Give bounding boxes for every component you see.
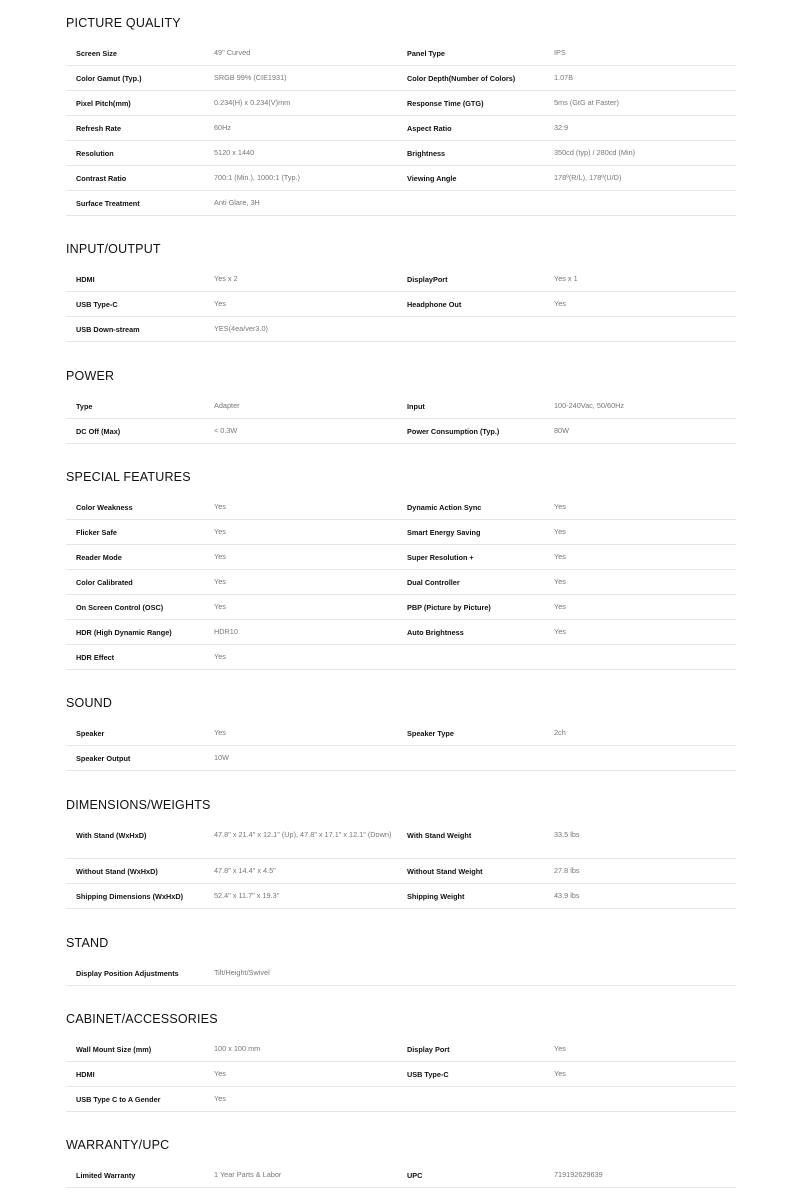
spec-row xyxy=(66,859,736,884)
spec-label: Speaker Type xyxy=(407,729,454,738)
spec-row xyxy=(66,191,736,216)
spec-row xyxy=(66,823,736,859)
spec-rows xyxy=(66,823,736,909)
spec-rows xyxy=(66,267,736,342)
spec-row xyxy=(66,419,736,444)
spec-label: Color Weakness xyxy=(76,503,133,512)
spec-value: Yes xyxy=(214,1069,226,1078)
spec-row xyxy=(66,645,736,670)
section-title: INPUT/OUTPUT xyxy=(66,242,161,256)
section-title: SPECIAL FEATURES xyxy=(66,470,191,484)
section-title: STAND xyxy=(66,936,109,950)
spec-section-input-output xyxy=(66,241,736,342)
spec-section-cabinet-accessories xyxy=(66,1011,736,1112)
spec-section-dimensions-weights xyxy=(66,797,736,909)
spec-row xyxy=(66,746,736,771)
spec-rows xyxy=(66,394,736,444)
spec-label: Without Stand (WxHxD) xyxy=(76,867,158,876)
spec-value: HDR10 xyxy=(214,627,238,636)
spec-section-sound xyxy=(66,695,736,771)
spec-label: Refresh Rate xyxy=(76,124,122,133)
spec-label: On Screen Control (OSC) xyxy=(76,603,164,612)
spec-section-warranty-upc xyxy=(66,1137,736,1188)
spec-row xyxy=(66,394,736,419)
spec-label: DisplayPort xyxy=(407,275,448,284)
spec-row xyxy=(66,620,736,645)
spec-row xyxy=(66,1062,736,1087)
spec-label: HDMI xyxy=(76,275,95,284)
spec-value: Tilt/Height/Swivel xyxy=(214,968,270,977)
spec-label: HDR Effect xyxy=(76,653,115,662)
spec-value: 0.234(H) x 0.234(V)mm xyxy=(214,98,291,107)
spec-label: Wall Mount Size (mm) xyxy=(76,1045,152,1054)
spec-row xyxy=(66,884,736,909)
spec-label xyxy=(407,1087,554,1111)
spec-value: Yes x 1 xyxy=(554,274,578,283)
spec-row xyxy=(66,267,736,292)
spec-label: USB Type-C xyxy=(76,300,118,309)
spec-label: Surface Treatment xyxy=(76,199,140,208)
section-title: POWER xyxy=(66,369,115,383)
spec-value: Yes xyxy=(554,527,566,536)
spec-value: 1.07B xyxy=(554,73,574,82)
spec-label: Dual Controller xyxy=(407,578,460,587)
spec-row xyxy=(66,66,736,91)
spec-label: Dynamic Action Sync xyxy=(407,503,482,512)
section-title: PICTURE QUALITY xyxy=(66,16,181,30)
spec-section-special-features xyxy=(66,469,736,670)
spec-value: 47.8" x 14.4" x 4.5" xyxy=(214,866,276,875)
spec-label: Color Calibrated xyxy=(76,578,133,587)
spec-label: Resolution xyxy=(76,149,114,158)
spec-value: Yes xyxy=(214,728,226,737)
spec-value: Yes xyxy=(554,1044,566,1053)
spec-value xyxy=(554,317,726,341)
spec-label: Input xyxy=(407,402,425,411)
spec-value xyxy=(554,746,726,770)
spec-value: IPS xyxy=(554,48,566,57)
spec-value: Yes xyxy=(554,627,566,636)
spec-value xyxy=(554,645,726,669)
spec-value: Yes xyxy=(554,577,566,586)
spec-label xyxy=(407,961,554,985)
spec-value: Adapter xyxy=(214,401,240,410)
section-title: CABINET/ACCESSORIES xyxy=(66,1012,218,1026)
spec-value: Yes xyxy=(554,299,566,308)
section-title: DIMENSIONS/WEIGHTS xyxy=(66,798,211,812)
spec-label: Brightness xyxy=(407,149,446,158)
spec-label: Speaker xyxy=(76,729,105,738)
spec-label: With Stand (WxHxD) xyxy=(76,831,147,840)
spec-value: 60Hz xyxy=(214,123,232,132)
spec-row xyxy=(66,116,736,141)
spec-label: Shipping Weight xyxy=(407,892,465,901)
spec-section-power xyxy=(66,368,736,444)
spec-label: Headphone Out xyxy=(407,300,462,309)
spec-section-picture-quality xyxy=(66,15,736,216)
spec-row xyxy=(66,1037,736,1062)
spec-value: 100 x 100 mm xyxy=(214,1044,261,1053)
spec-value: 700:1 (Min.), 1000:1 (Typ.) xyxy=(214,173,300,182)
spec-label: Viewing Angle xyxy=(407,174,457,183)
spec-label: Auto Brightness xyxy=(407,628,464,637)
spec-value: Yes xyxy=(214,577,226,586)
spec-label: Display Position Adjustments xyxy=(76,969,179,978)
spec-row xyxy=(66,961,736,986)
spec-row xyxy=(66,495,736,520)
spec-value: 1 Year Parts & Labor xyxy=(214,1170,282,1179)
spec-label: Limited Warranty xyxy=(76,1171,136,1180)
spec-row xyxy=(66,1163,736,1188)
spec-label: Response Time (GTG) xyxy=(407,99,484,108)
spec-label: Reader Mode xyxy=(76,553,122,562)
spec-value: 178º(R/L), 178º(U/D) xyxy=(554,173,622,182)
spec-value: 5ms (GtG at Faster) xyxy=(554,98,619,107)
spec-label: Panel Type xyxy=(407,49,445,58)
spec-value: 100-240Vac, 50/60Hz xyxy=(554,401,625,410)
spec-row xyxy=(66,520,736,545)
spec-label: Display Port xyxy=(407,1045,450,1054)
spec-value: 27.8 lbs xyxy=(554,866,580,875)
spec-label: Power Consumption (Typ.) xyxy=(407,427,500,436)
spec-label: With Stand Weight xyxy=(407,831,472,840)
spec-value: Yes xyxy=(554,502,566,511)
spec-value: Yes xyxy=(554,1069,566,1078)
spec-value: 43.9 lbs xyxy=(554,891,580,900)
spec-label: Shipping Dimensions (WxHxD) xyxy=(76,892,184,901)
spec-label: Without Stand Weight xyxy=(407,867,483,876)
spec-label: HDR (High Dynamic Range) xyxy=(76,628,172,637)
spec-label: Color Depth(Number of Colors) xyxy=(407,74,516,83)
spec-value: Yes x 2 xyxy=(214,274,238,283)
spec-value: 52.4" x 11.7" x 19.3" xyxy=(214,891,280,900)
section-title: WARRANTY/UPC xyxy=(66,1138,170,1152)
spec-row xyxy=(66,570,736,595)
spec-value: 33.5 lbs xyxy=(554,830,580,839)
spec-value: Yes xyxy=(554,602,566,611)
spec-value xyxy=(554,191,726,215)
spec-label: Screen Size xyxy=(76,49,117,58)
spec-rows xyxy=(66,1037,736,1112)
spec-label: Aspect Ratio xyxy=(407,124,452,133)
spec-value: Yes xyxy=(214,652,226,661)
spec-value: 47.8" x 21.4" x 12.1" (Up), 47.8" x 17.1" x 12.1" (Down) xyxy=(214,830,392,839)
spec-row xyxy=(66,166,736,191)
spec-label: USB Down-stream xyxy=(76,325,140,334)
section-title: SOUND xyxy=(66,696,113,710)
spec-value: Yes xyxy=(214,1094,226,1103)
spec-label: HDMI xyxy=(76,1070,95,1079)
spec-label: DC Off (Max) xyxy=(76,427,121,436)
spec-row xyxy=(66,1087,736,1112)
spec-value: 2ch xyxy=(554,728,566,737)
spec-value: Yes xyxy=(214,299,226,308)
spec-rows xyxy=(66,1163,736,1188)
spec-value: SRGB 99% (CIE1931) xyxy=(214,73,287,82)
spec-value: Yes xyxy=(554,552,566,561)
spec-value: 32:9 xyxy=(554,123,569,132)
spec-row xyxy=(66,545,736,570)
spec-row xyxy=(66,91,736,116)
spec-label: Flicker Safe xyxy=(76,528,117,537)
spec-label: PBP (Picture by Picture) xyxy=(407,603,491,612)
spec-value: 49" Curved xyxy=(214,48,251,57)
spec-value xyxy=(554,961,726,985)
spec-label: Type xyxy=(76,402,93,411)
spec-label xyxy=(407,191,554,215)
spec-section-stand xyxy=(66,935,736,986)
spec-label: Pixel Pitch(mm) xyxy=(76,99,131,108)
spec-rows xyxy=(66,41,736,216)
spec-label: UPC xyxy=(407,1171,423,1180)
spec-value: 10W xyxy=(214,753,230,762)
spec-label: USB Type-C xyxy=(407,1070,449,1079)
spec-value: Yes xyxy=(214,502,226,511)
spec-row xyxy=(66,721,736,746)
spec-label xyxy=(407,746,554,770)
spec-row xyxy=(66,595,736,620)
spec-row xyxy=(66,41,736,66)
spec-rows xyxy=(66,495,736,670)
spec-value: Yes xyxy=(214,527,226,536)
spec-value: 719192629639 xyxy=(554,1170,603,1179)
spec-label: Contrast Ratio xyxy=(76,174,127,183)
spec-value: < 0.3W xyxy=(214,426,238,435)
spec-label xyxy=(407,317,554,341)
spec-row xyxy=(66,141,736,166)
spec-value xyxy=(554,1087,726,1111)
spec-row xyxy=(66,317,736,342)
spec-label: Color Gamut (Typ.) xyxy=(76,74,142,83)
spec-value: 80W xyxy=(554,426,570,435)
spec-value: Yes xyxy=(214,602,226,611)
spec-value: Anti Glare, 3H xyxy=(214,198,260,207)
spec-label: Speaker Output xyxy=(76,754,131,763)
spec-label xyxy=(407,645,554,669)
spec-label: Super Resolution + xyxy=(407,553,474,562)
spec-rows xyxy=(66,721,736,771)
spec-value: 350cd (typ) / 280cd (Min) xyxy=(554,148,636,157)
spec-label: Smart Energy Saving xyxy=(407,528,481,537)
spec-rows xyxy=(66,961,736,986)
spec-label: USB Type C to A Gender xyxy=(76,1095,161,1104)
spec-value: Yes xyxy=(214,552,226,561)
spec-row xyxy=(66,292,736,317)
spec-value: YES(4ea/ver3.0) xyxy=(214,324,268,333)
spec-value: 5120 x 1440 xyxy=(214,148,255,157)
